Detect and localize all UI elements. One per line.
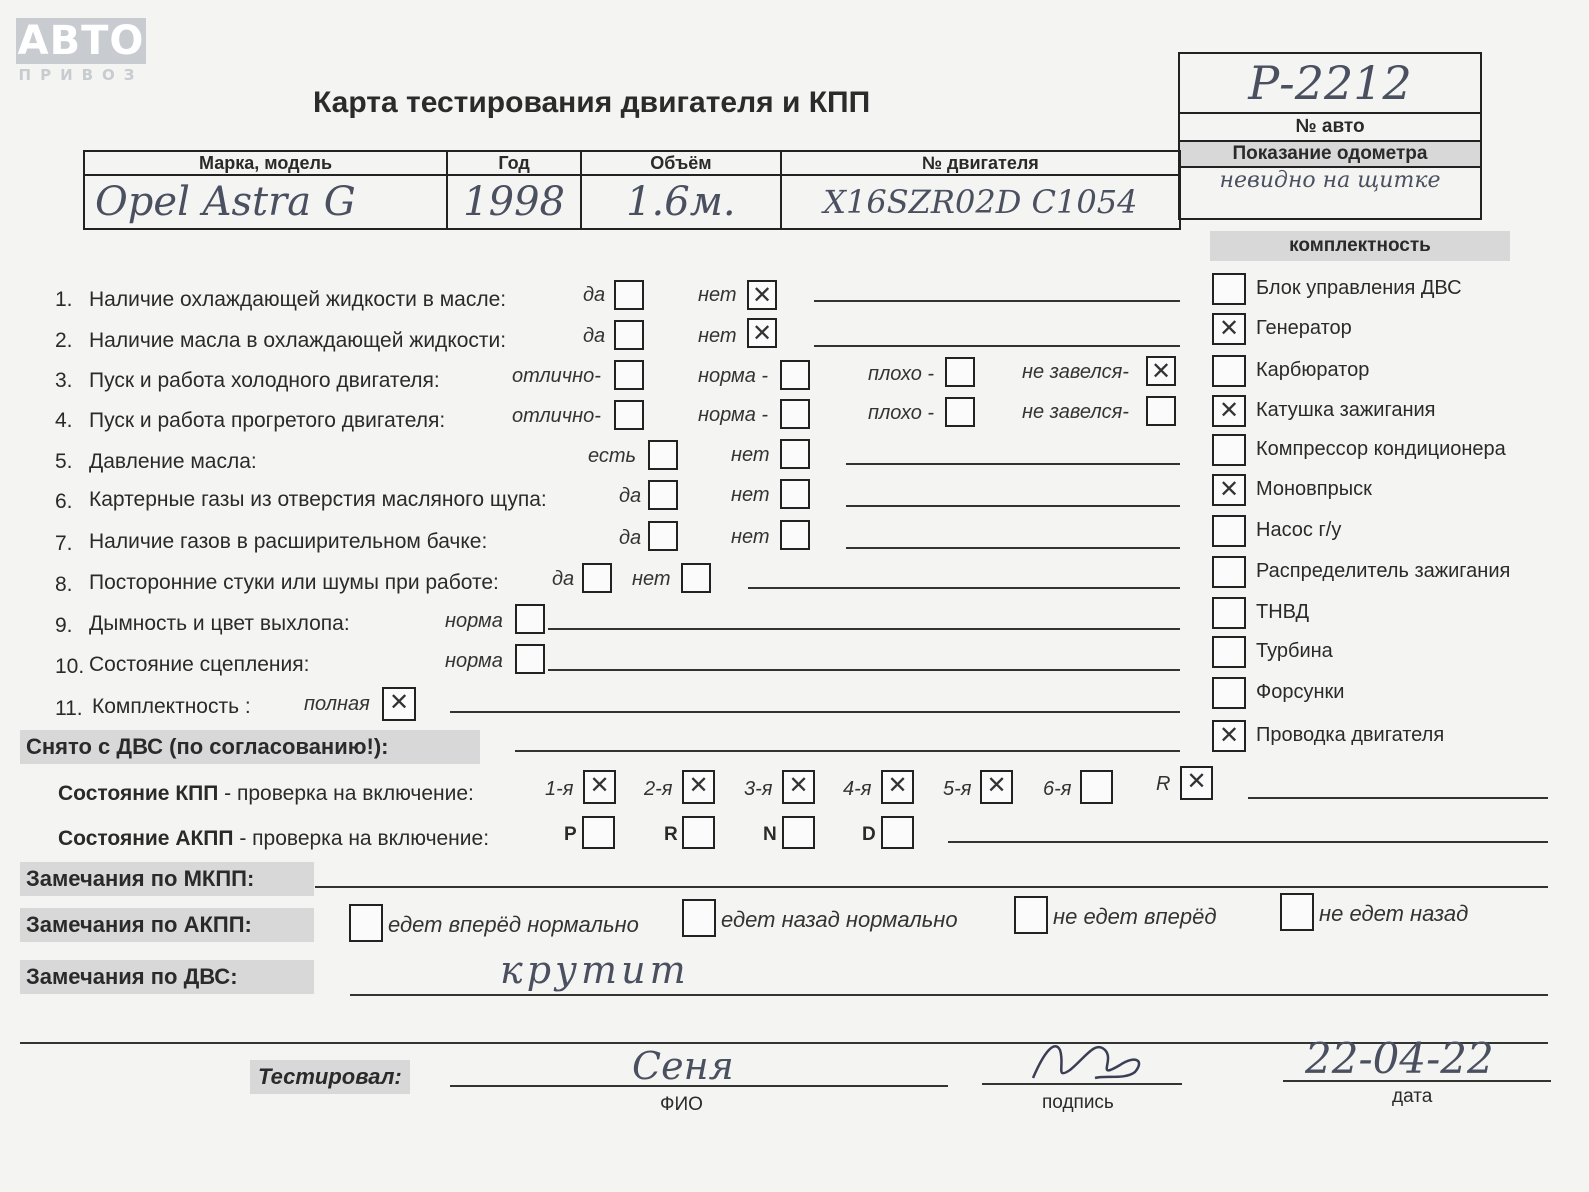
- kit-checkbox[interactable]: [1212, 597, 1246, 629]
- checkbox-q3-no-start[interactable]: ✕: [1146, 356, 1176, 386]
- checkbox-q2-no[interactable]: ✕: [747, 318, 777, 348]
- option-label: нет: [698, 284, 737, 306]
- checkbox-q4-no-start[interactable]: [1146, 396, 1176, 426]
- option-label: да: [552, 568, 575, 590]
- kit-item-label: Проводка двигателя: [1256, 724, 1445, 746]
- question-number: 4.: [55, 409, 73, 432]
- checkbox-q1-no[interactable]: ✕: [747, 280, 777, 310]
- checkbox-q4-excellent[interactable]: [614, 400, 644, 430]
- akpp-mode-checkbox[interactable]: [682, 816, 715, 849]
- fio-line: [450, 1085, 948, 1087]
- akpp-remark-label: не едет назад: [1319, 901, 1469, 926]
- reference-label: № авто: [1180, 114, 1480, 142]
- kit-item-label: Генератор: [1256, 317, 1352, 339]
- kpp-gear-label: 6-я: [1043, 778, 1072, 800]
- kit-title: комплектность: [1210, 231, 1510, 261]
- logo-subtitle: ПРИВОЗ: [18, 66, 144, 84]
- kit-item-label: ТНВД: [1256, 601, 1310, 623]
- checkbox-q3-excellent[interactable]: [614, 360, 644, 390]
- kpp-label-rest: - проверка на включение:: [218, 782, 474, 805]
- odometer-header: Показание одометра: [1180, 142, 1480, 168]
- checkbox-q1-yes[interactable]: [614, 280, 644, 310]
- question-number: 2.: [55, 329, 73, 352]
- answer-line: [948, 841, 1548, 843]
- volume-value: 1.6м.: [581, 175, 781, 229]
- fio-caption: ФИО: [660, 1094, 703, 1115]
- kit-checkbox[interactable]: ✕: [1212, 395, 1246, 427]
- option-label: не завелся-: [1022, 361, 1129, 383]
- akpp-label: [58, 827, 489, 851]
- checkbox-q6-no[interactable]: [780, 479, 810, 509]
- answer-line: [846, 463, 1180, 465]
- kit-checkbox[interactable]: [1212, 434, 1246, 466]
- akpp-mode-checkbox[interactable]: [881, 816, 914, 849]
- akpp-mode-checkbox[interactable]: [782, 816, 815, 849]
- question-number: 8.: [55, 573, 73, 596]
- question-number: 9.: [55, 614, 73, 637]
- answer-line: [548, 628, 1180, 630]
- answer-line: [846, 505, 1180, 507]
- kit-item-label: Насос г/у: [1256, 519, 1342, 541]
- engine-number-header: № двигателя: [781, 151, 1180, 175]
- checkbox-q8-yes[interactable]: [582, 563, 612, 593]
- dvs-remarks-note: крутит: [500, 948, 690, 992]
- akpp-mode-label: P: [564, 824, 577, 845]
- kpp-gear-checkbox[interactable]: ✕: [1180, 766, 1213, 800]
- checkbox-q8-no[interactable]: [681, 563, 711, 593]
- option-label: отлично-: [512, 405, 601, 427]
- checkbox-q9-normal[interactable]: [515, 604, 545, 634]
- kit-item-label: Моновпрыск: [1256, 478, 1372, 500]
- kit-checkbox[interactable]: [1212, 677, 1246, 709]
- checkbox-q10-normal[interactable]: [515, 644, 545, 674]
- akpp-mode-label: R: [664, 824, 678, 845]
- logo: АВТО: [17, 18, 145, 64]
- question-number: 6.: [55, 490, 73, 513]
- kit-checkbox[interactable]: [1212, 273, 1246, 305]
- option-label: норма -: [698, 365, 769, 387]
- kit-checkbox[interactable]: [1212, 515, 1246, 547]
- kpp-gear-checkbox[interactable]: ✕: [682, 770, 715, 804]
- answer-line: [450, 711, 1180, 713]
- question-number: 7.: [55, 532, 73, 555]
- akpp-remark-checkbox[interactable]: [682, 899, 716, 937]
- kit-checkbox[interactable]: ✕: [1212, 313, 1246, 345]
- option-label: норма -: [698, 404, 769, 426]
- answer-line: [515, 750, 1180, 752]
- kpp-gear-label: 4-я: [843, 778, 872, 800]
- akpp-label-bold: Состояние АКПП: [58, 827, 234, 850]
- tested-by-label: Тестировал:: [250, 1060, 410, 1094]
- question-clutch: Состояние сцепления:: [89, 653, 310, 676]
- question-warm-start: Пуск и работа прогретого двигателя:: [89, 409, 446, 432]
- kit-item-label: Компрессор кондиционера: [1256, 438, 1506, 460]
- kit-checkbox[interactable]: [1212, 355, 1246, 387]
- option-label: нет: [731, 484, 770, 506]
- question-cold-start: Пуск и работа холодного двигателя:: [89, 369, 440, 392]
- answer-line: [846, 547, 1180, 549]
- option-label: отлично-: [512, 365, 601, 387]
- vehicle-info-table: [83, 150, 1181, 230]
- kpp-gear-label: 5-я: [943, 778, 972, 800]
- kpp-gear-label: 1-я: [545, 778, 574, 800]
- page-title: Карта тестирования двигателя и КПП: [313, 86, 871, 119]
- signature-caption: подпись: [1042, 1092, 1114, 1113]
- question-oil-in-coolant: Наличие масла в охлаждающей жидкости:: [89, 329, 507, 352]
- answer-line: [1248, 797, 1548, 799]
- question-expansion-tank-gases: Наличие газов в расширительном бачке:: [89, 530, 488, 553]
- option-label: норма: [445, 610, 503, 632]
- answer-line: [350, 994, 1548, 996]
- option-label: плохо -: [868, 363, 935, 385]
- question-number: 1.: [55, 288, 73, 311]
- answer-line: [748, 587, 1180, 589]
- akpp-remark-checkbox[interactable]: [349, 904, 383, 942]
- checkbox-q3-bad[interactable]: [945, 357, 975, 387]
- akpp-remark-label: едет назад нормально: [721, 907, 958, 932]
- option-label: да: [619, 485, 642, 507]
- option-label: да: [583, 284, 606, 306]
- kpp-gear-label: R: [1156, 773, 1171, 795]
- kit-checkbox[interactable]: [1212, 636, 1246, 668]
- signature: [1025, 1030, 1155, 1090]
- reference-box: [1178, 52, 1482, 220]
- option-label: нет: [731, 526, 770, 548]
- option-label: да: [619, 527, 642, 549]
- kit-checkbox[interactable]: ✕: [1212, 720, 1246, 752]
- checkbox-q4-normal[interactable]: [780, 399, 810, 429]
- option-label: плохо -: [868, 402, 935, 424]
- akpp-remark-checkbox[interactable]: [1014, 896, 1048, 934]
- kit-checkbox[interactable]: ✕: [1212, 474, 1246, 506]
- odometer-value: невидно на щитке: [1219, 168, 1441, 193]
- reference-number: Р-2212: [1180, 54, 1480, 114]
- option-label: нет: [632, 568, 671, 590]
- akpp-mode-checkbox[interactable]: [582, 816, 615, 849]
- year-header: Год: [447, 151, 581, 175]
- kpp-gear-checkbox[interactable]: ✕: [583, 770, 616, 804]
- akpp-remark-label: не едет вперёд: [1053, 904, 1217, 929]
- question-oil-pressure: Давление масла:: [89, 450, 257, 473]
- akpp-remarks-label: Замечания по АКПП:: [20, 908, 314, 942]
- date-caption: дата: [1392, 1086, 1433, 1107]
- akpp-label-rest: - проверка на включение:: [233, 827, 490, 850]
- checkbox-q5-no[interactable]: [780, 439, 810, 469]
- question-number: 5.: [55, 450, 73, 473]
- kit-item-label: Карбюратор: [1256, 359, 1370, 381]
- akpp-remark-label: едет вперёд нормально: [388, 912, 639, 937]
- kit-item-label: Блок управления ДВС: [1256, 277, 1462, 299]
- checkbox-q4-bad[interactable]: [945, 397, 975, 427]
- make-model-header: Марка, модель: [84, 151, 447, 175]
- year-value: 1998: [447, 175, 581, 229]
- kit-item-label: Распределитель зажигания: [1256, 560, 1511, 582]
- checkbox-q3-normal[interactable]: [780, 360, 810, 390]
- question-exhaust-smoke: Дымность и цвет выхлопа:: [89, 612, 350, 635]
- option-label: нет: [698, 325, 737, 347]
- kpp-gear-checkbox[interactable]: ✕: [782, 770, 815, 804]
- kpp-gear-checkbox[interactable]: [1080, 770, 1113, 804]
- signature-line: [982, 1083, 1182, 1085]
- checkbox-q11-complete[interactable]: ✕: [382, 687, 416, 721]
- question-completeness: Комплектность :: [92, 695, 251, 718]
- dvs-remarks-label: Замечания по ДВС:: [20, 960, 314, 994]
- answer-line: [814, 345, 1180, 347]
- answer-line: [548, 669, 1180, 671]
- question-noises: Посторонние стуки или шумы при работе:: [89, 571, 499, 594]
- kpp-gear-checkbox[interactable]: ✕: [980, 770, 1013, 804]
- date-line: [1283, 1080, 1551, 1082]
- removed-section-label: Снято с ДВС (по согласованию!):: [20, 730, 480, 764]
- kpp-gear-label: 2-я: [644, 778, 673, 800]
- kit-item-label: Турбина: [1256, 640, 1333, 662]
- akpp-remark-checkbox[interactable]: [1280, 893, 1314, 931]
- kpp-gear-checkbox[interactable]: ✕: [881, 770, 914, 804]
- option-label: да: [583, 325, 606, 347]
- answer-line: [814, 300, 1180, 302]
- test-date: 22-04-22: [1305, 1034, 1494, 1083]
- question-number: 11.: [55, 697, 83, 720]
- kit-checkbox[interactable]: [1212, 556, 1246, 588]
- checkbox-q5-yes[interactable]: [648, 440, 678, 470]
- option-label: не завелся-: [1022, 401, 1129, 423]
- question-number: 3.: [55, 369, 73, 392]
- question-coolant-in-oil: Наличие охлаждающей жидкости в масле:: [89, 288, 507, 311]
- akpp-mode-label: D: [862, 824, 876, 845]
- checkbox-q6-yes[interactable]: [648, 480, 678, 510]
- question-number: 10.: [55, 655, 85, 678]
- question-crankcase-gases: Картерные газы из отверстия масляного щупа:: [89, 488, 547, 511]
- akpp-mode-label: N: [763, 824, 777, 845]
- kit-item-label: Форсунки: [1256, 681, 1345, 703]
- volume-header: Объём: [581, 151, 781, 175]
- checkbox-q7-no[interactable]: [780, 520, 810, 550]
- make-model-value: Opel Astra G: [84, 175, 447, 229]
- checkbox-q2-yes[interactable]: [614, 320, 644, 350]
- option-label: норма: [445, 650, 503, 672]
- checkbox-q7-yes[interactable]: [648, 521, 678, 551]
- option-label: полная: [304, 693, 370, 715]
- option-label: есть: [588, 445, 637, 467]
- kpp-gear-label: 3-я: [744, 778, 773, 800]
- tester-name: Сеня: [632, 1044, 734, 1088]
- kpp-label-bold: Состояние КПП: [58, 782, 219, 805]
- mkpp-remarks-label: Замечания по МКПП:: [20, 862, 314, 896]
- answer-line: [315, 886, 1548, 888]
- engine-number-value: X16SZR02D C1054: [781, 175, 1180, 229]
- option-label: нет: [731, 444, 770, 466]
- kpp-label: [58, 782, 474, 806]
- kit-item-label: Катушка зажигания: [1256, 399, 1436, 421]
